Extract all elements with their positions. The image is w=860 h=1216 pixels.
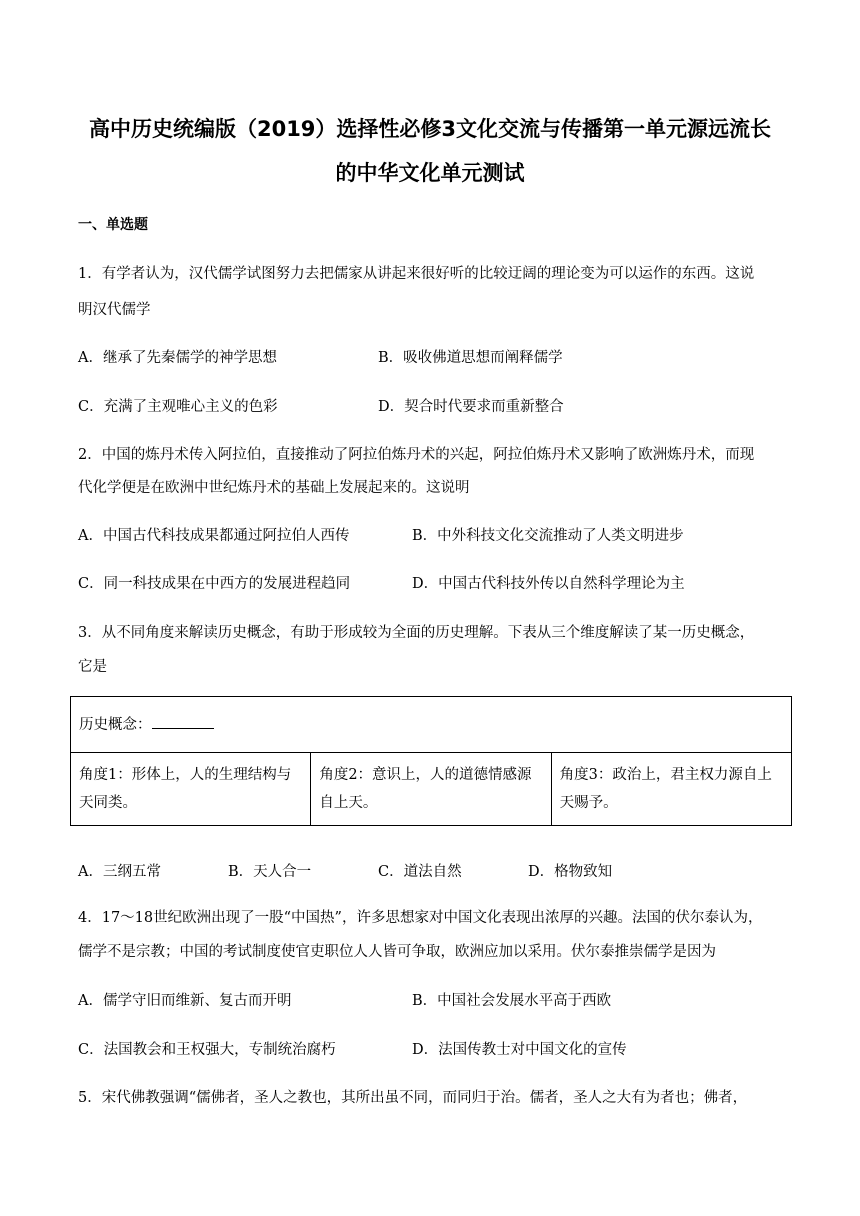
question-4-stem-line2: 儒学不是宗教；中国的考试制度使官吏职位人人皆可争取，欧洲应加以采用。伏尔泰推崇儒学是因为: [78, 944, 716, 960]
question-1-option-d[interactable]: D．契合时代要求而重新整合: [378, 399, 564, 415]
question-3-option-d[interactable]: D．格物致知: [528, 864, 613, 880]
question-4-option-a[interactable]: A．儒学守旧而维新、复古而开明: [78, 993, 292, 1009]
question-2-option-c[interactable]: C．同一科技成果在中西方的发展进程趋同: [78, 576, 351, 592]
question-4-option-d[interactable]: D．法国传教士对中国文化的宣传: [412, 1042, 627, 1058]
question-3-stem-line1: 3．从不同角度来解读历史概念，有助于形成较为全面的历史理解。下表从三个维度解读了某一历史概念，: [78, 625, 755, 641]
question-2-option-a[interactable]: A．中国古代科技成果都通过阿拉伯人西传: [78, 528, 350, 544]
document-title-line2: 的中华文化单元测试: [335, 161, 525, 185]
document-title-line1: 高中历史统编版（2019）选择性必修3文化交流与传播第一单元源远流长: [88, 117, 772, 141]
section-heading: 一、单选题: [78, 217, 148, 233]
question-5-stem-line1: 5．宋代佛教强调“儒佛者，圣人之教也，其所出虽不同，而同归于治。儒者，圣人之大有为者也；佛者，: [78, 1090, 748, 1106]
question-3-stem-line2: 它是: [78, 659, 107, 675]
question-1-stem-line2: 明汉代儒学: [78, 302, 151, 318]
concept-cell-angle2: 角度2：意识上，人的道德情感源自上天。: [311, 753, 551, 826]
question-3-option-a[interactable]: A．三纲五常: [78, 864, 161, 880]
question-2-stem-line1: 2．中国的炼丹术传入阿拉伯，直接推动了阿拉伯炼丹术的兴起，阿拉伯炼丹术又影响了欧洲炼丹术，而现: [78, 447, 755, 463]
concept-label: 历史概念：: [79, 716, 152, 733]
question-1-option-a[interactable]: A．继承了先秦儒学的神学思想: [78, 350, 277, 366]
concept-cell-angle1: 角度1：形体上，人的生理结构与天同类。: [71, 753, 311, 826]
question-4-option-c[interactable]: C．法国教会和王权强大，专制统治腐朽: [78, 1042, 336, 1058]
question-3-option-c[interactable]: C．道法自然: [378, 864, 462, 880]
concept-cell-angle3: 角度3：政治上，君主权力源自上天赐予。: [551, 753, 791, 826]
question-1-option-b[interactable]: B．吸收佛道思想而阐释儒学: [378, 350, 563, 366]
question-1-option-c[interactable]: C．充满了主观唯心主义的色彩: [78, 399, 278, 415]
question-1-stem-line1: 1．有学者认为，汉代儒学试图努力去把儒家从讲起来很好听的比较迂阔的理论变为可以运作的东西。这说: [78, 266, 755, 282]
concept-table: [70, 696, 792, 826]
concept-table-header: [71, 697, 792, 753]
question-4-stem-line1: 4．17～18世纪欧洲出现了一股“中国热”，许多思想家对中国文化表现出浓厚的兴趣。法国的伏尔泰认为，: [78, 910, 763, 926]
question-3-option-b[interactable]: B．天人合一: [228, 864, 312, 880]
question-2-option-d[interactable]: D．中国古代科技外传以自然科学理论为主: [412, 576, 685, 592]
question-2-stem-line2: 代化学便是在欧洲中世纪炼丹术的基础上发展起来的。这说明: [78, 480, 470, 496]
question-2-option-b[interactable]: B．中外科技文化交流推动了人类文明进步: [412, 528, 684, 544]
question-4-option-b[interactable]: B．中国社会发展水平高于西欧: [412, 993, 612, 1009]
answer-blank: [152, 714, 214, 729]
